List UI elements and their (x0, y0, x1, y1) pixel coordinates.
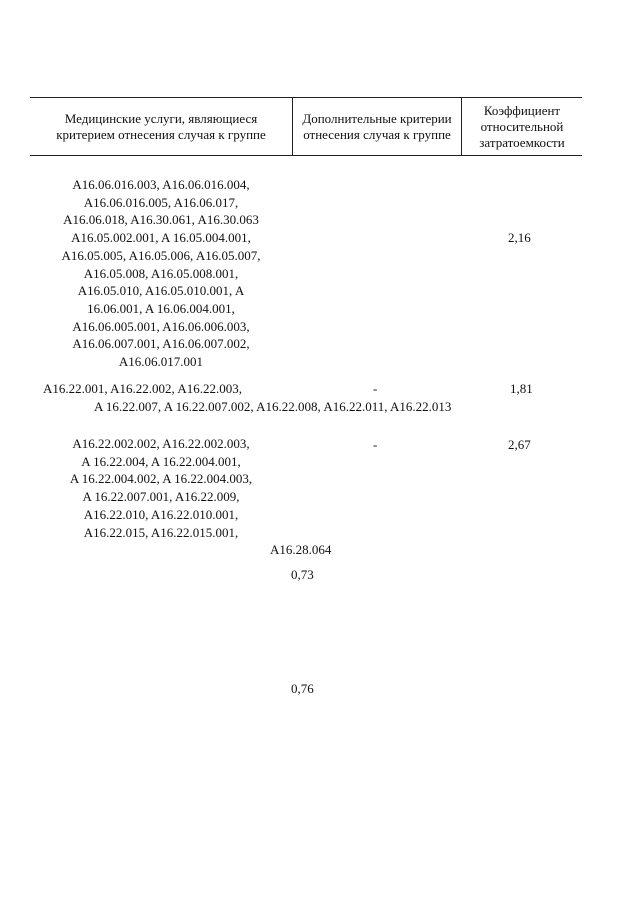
service-line: A16.22.010, A16.22.010.001, (83, 506, 239, 522)
header-coefficient: Коэффициент относительной затратоемкости (479, 102, 565, 150)
group3-services (30, 435, 292, 541)
floating-value-2: 0,76 (291, 681, 314, 696)
header-additional-criteria: Дополнительные критерии отнесения случая к группе (292, 98, 462, 155)
group2-services-line1: A16.22.001, A16.22.002, A16.22.003, (43, 381, 242, 396)
service-line: A16.06.018, A16.30.061, A16.30.063 (63, 212, 259, 228)
service-line: A16.05.008, A16.05.008.001, (83, 265, 239, 281)
table-header (30, 97, 582, 156)
group3-coefficient: 2,67 (508, 437, 531, 452)
service-line: A16.05.005, A16.05.006, A16.05.007, (61, 247, 261, 263)
service-line: A16.22.002.002, A16.22.002.003, (72, 436, 250, 451)
service-line: A16.06.017.001 (118, 354, 204, 370)
service-line: A16.05.010, A16.05.010.001, A (77, 283, 245, 299)
service-line: A 16.22.007.001, A16.22.009, (82, 489, 240, 505)
group3-criteria: - (373, 437, 378, 452)
group3-extra-service: A16.28.064 (270, 542, 332, 557)
group2-coefficient: 1,81 (510, 381, 533, 396)
group1-services (30, 176, 292, 371)
floating-value-1: 0,73 (291, 567, 314, 582)
service-line: A16.06.005.001, A16.06.006.003, (72, 318, 250, 334)
group2-services-line2: A 16.22.007, A 16.22.007.002, A16.22.008, A16.22.011, A16.22.013 (94, 399, 452, 414)
group1-coefficient: 2,16 (508, 230, 531, 245)
group2-criteria: - (373, 381, 378, 396)
service-line: A16.05.002.001, A 16.05.004.001, (71, 230, 251, 246)
service-line: A 16.22.004.002, A 16.22.004.003, (69, 471, 253, 487)
service-line: A16.22.015, A16.22.015.001, (83, 524, 239, 540)
service-line: A 16.22.004, A 16.22.004.001, (81, 453, 241, 469)
header-services: Медицинские услуги, являющиеся критерием отнесения случая к группе (56, 110, 266, 142)
service-line: 16.06.001, A 16.06.004.001, (87, 300, 235, 316)
service-line: A16.06.016.003, A16.06.016.004, (72, 177, 250, 192)
service-line: A16.06.007.001, A16.06.007.002, (72, 336, 250, 352)
service-line: A16.06.016.005, A16.06.017, (83, 194, 239, 210)
